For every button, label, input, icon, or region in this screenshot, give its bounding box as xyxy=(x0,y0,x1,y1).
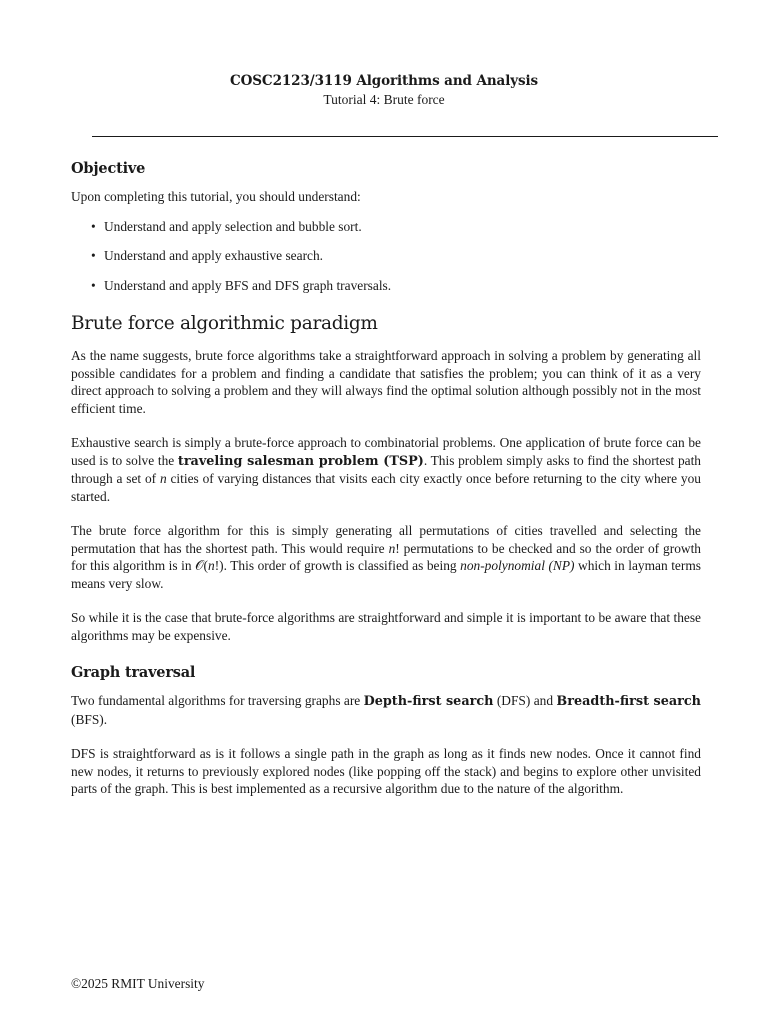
text-run: (BFS). xyxy=(71,711,108,727)
objective-item: • Understand and apply exhaustive search. xyxy=(91,247,701,265)
text-run: which in layman terms means very slow. xyxy=(71,558,701,591)
tsp-term: traveling salesman problem (TSP) xyxy=(177,453,424,469)
variable-n: n xyxy=(207,558,215,573)
brute-force-paragraph-1: As the name suggests, brute force algorithms take a straightforward approach in solving a problem by generating all possible candidates for a problem and finding a candidate that satisfies the problem; you can think of it as a very direct approach to solving a problem and they will always find the optimal solution although possibly not in the most efficient time. xyxy=(71,348,701,416)
text-run: Exhaustive search is simply a brute-force approach to combinatorial problems. One application of brute force can be used is to solve the xyxy=(71,435,701,468)
variable-n: n xyxy=(388,540,396,556)
text-run: (DFS) and xyxy=(493,693,557,708)
graph-traversal-paragraph-1 xyxy=(71,692,701,728)
copyright-footer: ©2025 RMIT University xyxy=(71,976,205,991)
objective-list xyxy=(71,218,701,295)
np-term: non-polynomial (NP) xyxy=(460,558,575,573)
text-run: !). This order of growth is classified as being xyxy=(214,558,461,573)
text-run: ! permutations to be checked and so the order of growth for this algorithm is in xyxy=(71,540,701,573)
brute-force-heading: Brute force algorithmic paradigm xyxy=(71,313,378,334)
brute-force-paragraph-4: So while it is the case that brute-force algorithms are straightforward and simple it is important to be aware that these algorithms may be expensive. xyxy=(71,610,701,643)
document-body xyxy=(71,158,701,798)
objective-item: • Understand and apply selection and bubble sort. xyxy=(91,218,701,236)
tutorial-subtitle: Tutorial 4: Brute force xyxy=(323,92,445,107)
objective-intro: Upon completing this tutorial, you should understand: xyxy=(71,189,361,204)
brute-force-paragraph-2 xyxy=(71,434,701,505)
graph-traversal-heading: Graph traversal xyxy=(71,664,196,681)
text-run: The brute force algorithm for this is simply generating all permutations of cities travelled and selecting the permutation that has the shortest path. This would require xyxy=(71,523,701,556)
variable-n: n xyxy=(159,471,167,486)
bfs-term: Breadth-first search xyxy=(556,694,701,709)
header-divider xyxy=(92,136,718,137)
objective-heading: Objective xyxy=(71,160,146,177)
big-o-symbol: 𝒪 xyxy=(195,558,204,573)
brute-force-paragraph-3 xyxy=(71,522,701,592)
dfs-term: Depth-first search xyxy=(363,694,494,709)
text-run: . This problem simply asks to find the shortest path through a set of xyxy=(71,452,701,486)
text-run: ( xyxy=(203,558,208,573)
text-run: Two fundamental algorithms for traversing graphs are xyxy=(71,693,364,708)
document-header xyxy=(0,71,768,109)
text-run: cities of varying distances that visits each city exactly once before returning to the city where you started. xyxy=(71,471,701,504)
course-title: COSC2123/3119 Algorithms and Analysis xyxy=(229,73,539,89)
graph-traversal-paragraph-2: DFS is straightforward as is it follows a single path in the graph as long as it finds new nodes. Once it cannot find new nodes, it returns to previously explored nodes (like popping off the stack) and begins to explore other unvisited parts of the graph. This is best implemented as a recursive algorithm due to the nature of the algorithm. xyxy=(71,746,701,796)
objective-item: • Understand and apply BFS and DFS graph traversals. xyxy=(91,277,701,295)
